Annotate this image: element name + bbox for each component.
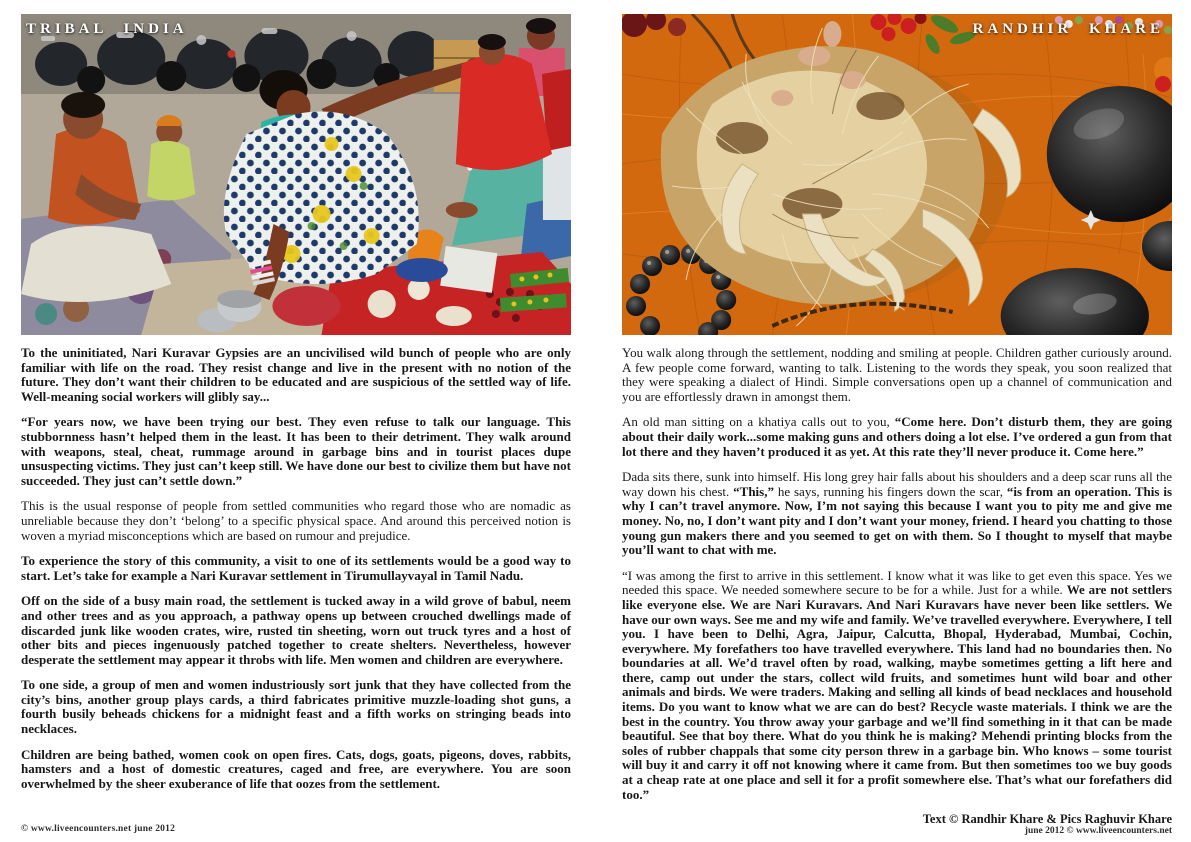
paragraph-text: “Come here. Don’t disturb them, they are going about their daily work...some making guns and others doing a lot else. I’ve ordered a gun from that lot there and they haven’t produced it as yet. At this rate they’ll never produce it. Come here.”	[622, 414, 1173, 459]
paragraph-text: To experience the story of this community, a visit to one of its settlements would be a good way to start. Let’s take for example a Nari Kuravar settlement in Tirumullayvayal in Tamil Nadu.	[21, 553, 571, 583]
paragraph-text: “is from an operation. This is why I can’t travel anymore. Now, I’m not saying this because I want you to pity me and give me money. No, no, I don’t want pity and I don’t want your money, friend. I heard you chatting to those young gun makers there and you seemed to get on with them. So I thought to myself that maybe you’ll want to chat with me.	[622, 483, 1172, 558]
paragraph-text: This is the usual response of people from settled communities who regard those who are nomadic as unreliable because they don’t ‘belong’ to a specific physical space. And around this perceived notion is woven a myriad misconceptions which are based on rumour and prejudice.	[21, 498, 571, 543]
article-paragraph	[21, 678, 571, 736]
site-date-credit: june 2012 © www.liveencounters.net	[1024, 826, 1172, 837]
right-photo	[622, 14, 1172, 335]
article-paragraph	[21, 594, 571, 667]
right-page	[622, 0, 1172, 813]
right-footer-credit	[923, 812, 1172, 837]
paragraph-text: Children are being bathed, women cook on open fires. Cats, dogs, goats, pigeons, doves, rabbits, hamsters and a host of domestic creatures, caged and free, are everywhere. You are soon overwhelmed by the sheer exuberance of life that oozes from the settlement.	[21, 746, 571, 791]
left-article-column	[21, 346, 571, 791]
paragraph-text: “I was among the first to arrive in this settlement. I know what it was like to get even this space. Yes we needed this space. We needed somewhere secure to be for a while. Just for a while.	[622, 567, 1172, 598]
left-footer-credit: © www.liveencounters.net june 2012	[21, 824, 176, 834]
paragraph-text: “This,”	[733, 483, 774, 499]
paragraph-text: To the uninitiated, Nari Kuravar Gypsies are an uncivilised wild bunch of people who are only familiar with life on the road. They resist change and live in the present with no notion of the future. They don’t want their children to be educated and are suspicious of the settled way of life. Well-meaning social workers will glibly say...	[21, 345, 571, 404]
street-market-photo-illustration	[21, 14, 571, 335]
article-paragraph	[622, 569, 1172, 803]
paragraph-text: To one side, a group of men and women industriously sort junk that they have collected from the city’s bins, another group plays cards, a third fabricates primitive muzzle-loading shot guns, a fourth busily beheads chickens for a midnight feast and a fifth works on stringing beads into necklaces.	[21, 677, 571, 737]
article-paragraph	[21, 499, 571, 543]
article-paragraph	[622, 470, 1172, 558]
paragraph-text: Off on the side of a busy main road, the settlement is tucked away in a wild grove of babul, neem and other trees and as you approach, a pathway opens up between crouched dwellings made of discarded junk like wooden crates, wire, rusted tin sheeting, worn out truck tyres and a host of other bits and pieces ingenuously patched together to create shelters. Nevertheless, however desperate the settlement may appear it throbs with life. Men women and children are everywhere.	[21, 593, 571, 667]
right-article-column	[622, 346, 1172, 802]
article-paragraph	[21, 748, 571, 792]
paragraph-text: “For years now, we have been trying our best. They even refuse to talk our language. This stubbornness hasn’t helped them in the least. It has been to their detriment. They walk around with weapons, steal, cheat, rummage around in garbage bins and in tourist places dupe unsuspecting victims. They just can’t keep still. We have done our best to civilize them but have not succeeded. They just can’t settle down.”	[21, 414, 571, 488]
article-paragraph	[622, 415, 1172, 459]
article-paragraph	[21, 415, 571, 488]
text-pics-credit: Text © Randhir Khare & Pics Raghuvir Khare	[922, 811, 1172, 826]
left-photo	[21, 14, 571, 335]
article-paragraph	[21, 554, 571, 583]
left-page	[21, 0, 571, 802]
right-page-title: RANDHIR KHARE	[972, 21, 1164, 37]
paragraph-text: An old man sitting on a khatiya calls out to you,	[622, 414, 895, 430]
paragraph-text: We are not settlers like everyone else. We are Nari Kuravars. And Nari Kuravars have never been like settlers. We have our own ways. See me and my wife and family. We’ve travelled everywhere. Everywhere, I tell you. I have been to Delhi, Agra, Jaipur, Calcutta, Bhopal, Hyderabad, Mumbai, Cochin, everywhere. My forefathers too have travelled everywhere. This land had no boundaries then. No boundaries at all. We’d travel often by road, walking, maybe sometimes getting a lift here and there, camp out under the stars, collect wild fruits, and sometimes hunt wild boar and other animals and birds. We were traders. Making and selling all kinds of bead necklaces and household items. Do you want to know what we are can do best? Recycle waste materials. I think we are the best in the country. You throw away your garbage and we’ll find something in it that can be made beautiful. See that boy there. What do you think he is making? Mehendi printing blocks from the soles of rubber chappals that some city person threw in a garbage bin. Who knows – some tourist will buy it and carry it off not knowing where it came from. But then sometimes too we buy goods at a cheap rate at one place and sell it for a profit somewhere else. That’s what our forefathers did too.”	[622, 582, 1173, 802]
left-page-title: TRIBAL INDIA	[26, 21, 188, 37]
article-paragraph	[622, 346, 1172, 404]
paragraph-text: You walk along through the settlement, nodding and smiling at people. Children gather curiously around. A few people come forward, wanting to talk. Listening to the words they speak, you soon realized that they were speaking a dialect of Hindi. Simple conversations open up a channel of communication and you are effortlessly drawn in amongst them.	[622, 345, 1172, 404]
claws-and-stones-photo-illustration	[622, 14, 1172, 335]
paragraph-text: he says, running his fingers down the scar,	[773, 483, 1007, 499]
article-paragraph	[21, 346, 571, 404]
paragraph-text: Dada sits there, sunk into himself. His long grey hair falls about his shoulders and a deep scar runs all the way down his chest.	[622, 469, 1172, 499]
